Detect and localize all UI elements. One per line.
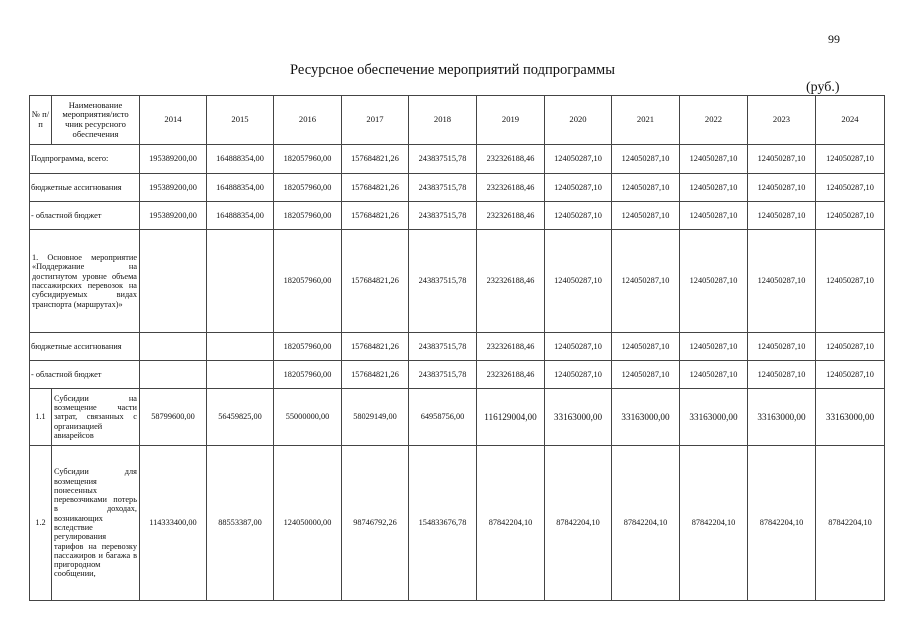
row-value: 243837515,78	[409, 230, 477, 333]
row-value: 56459825,00	[207, 389, 274, 446]
row-value: 182057960,00	[274, 202, 342, 230]
row-value: 124050287,10	[748, 145, 816, 174]
row-value: 243837515,78	[409, 333, 477, 361]
row-value: 182057960,00	[274, 145, 342, 174]
header-year: 2022	[680, 96, 748, 145]
row-value: 232326188,46	[477, 361, 545, 389]
row-value: 114333400,00	[140, 446, 207, 601]
header-year: 2021	[612, 96, 680, 145]
row-value: 124050287,10	[612, 174, 680, 202]
row-value: 87842204,10	[680, 446, 748, 601]
row-value: 33163000,00	[680, 389, 748, 446]
table-row	[30, 145, 885, 174]
row-value: 164888354,00	[207, 174, 274, 202]
header-num: № п/п	[30, 96, 52, 145]
unit-label: (руб.)	[806, 80, 840, 95]
row-value: 58029149,00	[342, 389, 409, 446]
row-value: 124050287,10	[748, 361, 816, 389]
row-value: 124050287,10	[680, 333, 748, 361]
row-value: 98746792,26	[342, 446, 409, 601]
header-year: 2023	[748, 96, 816, 145]
table-row	[30, 333, 885, 361]
row-value: 124050287,10	[545, 174, 612, 202]
row-value: 116129004,00	[477, 389, 545, 446]
row-value: 154833676,78	[409, 446, 477, 601]
row-value	[140, 333, 207, 361]
header-year: 2014	[140, 96, 207, 145]
row-value: 64958756,00	[409, 389, 477, 446]
header-year: 2018	[409, 96, 477, 145]
row-value: 182057960,00	[274, 361, 342, 389]
header-year: 2024	[816, 96, 885, 145]
row-value: 124050287,10	[748, 230, 816, 333]
table-row	[30, 446, 885, 601]
header-row	[30, 96, 885, 145]
row-value: 243837515,78	[409, 174, 477, 202]
row-value: 33163000,00	[545, 389, 612, 446]
row-value: 157684821,26	[342, 361, 409, 389]
row-value: 243837515,78	[409, 202, 477, 230]
row-value: 87842204,10	[748, 446, 816, 601]
header-name: Наименование мероприятия/исто чник ресурсного обеспечения	[52, 96, 140, 145]
row-value: 124050287,10	[545, 202, 612, 230]
row-value: 232326188,46	[477, 333, 545, 361]
row-value: 124050287,10	[612, 333, 680, 361]
row-value: 124050287,10	[612, 202, 680, 230]
row-value: 33163000,00	[816, 389, 885, 446]
row-value: 124050287,10	[680, 174, 748, 202]
row-value: 124050287,10	[816, 145, 885, 174]
table-row	[30, 361, 885, 389]
header-year: 2017	[342, 96, 409, 145]
header-year: 2016	[274, 96, 342, 145]
row-value: 55000000,00	[274, 389, 342, 446]
table-row	[30, 230, 885, 333]
row-value	[140, 361, 207, 389]
row-value: 124050287,10	[816, 230, 885, 333]
row-value: 182057960,00	[274, 230, 342, 333]
row-value: 182057960,00	[274, 333, 342, 361]
row-value: 124050287,10	[816, 174, 885, 202]
row-name: бюджетные ассигнования	[30, 333, 140, 361]
row-value: 164888354,00	[207, 202, 274, 230]
row-value: 182057960,00	[274, 174, 342, 202]
row-value: 232326188,46	[477, 174, 545, 202]
row-value: 88553387,00	[207, 446, 274, 601]
row-value: 124050287,10	[545, 361, 612, 389]
row-value: 124050000,00	[274, 446, 342, 601]
header-year: 2019	[477, 96, 545, 145]
row-value: 124050287,10	[748, 202, 816, 230]
row-value: 87842204,10	[477, 446, 545, 601]
row-name: Субсидии на возмещение части затрат, связанных с организацией авиарейсов	[52, 389, 140, 446]
row-value: 124050287,10	[545, 145, 612, 174]
row-value: 124050287,10	[748, 333, 816, 361]
row-value: 232326188,46	[477, 145, 545, 174]
row-value: 195389200,00	[140, 145, 207, 174]
row-name: - областной бюджет	[30, 202, 140, 230]
row-value: 58799600,00	[140, 389, 207, 446]
row-value: 124050287,10	[816, 361, 885, 389]
row-value: 124050287,10	[680, 145, 748, 174]
row-value: 243837515,78	[409, 145, 477, 174]
row-value	[207, 333, 274, 361]
row-value: 232326188,46	[477, 230, 545, 333]
header-year: 2020	[545, 96, 612, 145]
row-value: 232326188,46	[477, 202, 545, 230]
row-value	[207, 361, 274, 389]
row-value: 124050287,10	[680, 361, 748, 389]
table-row	[30, 389, 885, 446]
table-row	[30, 174, 885, 202]
row-value: 124050287,10	[612, 145, 680, 174]
row-name: - областной бюджет	[30, 361, 140, 389]
row-value: 33163000,00	[612, 389, 680, 446]
page-number: 99	[828, 32, 840, 46]
row-value	[207, 230, 274, 333]
row-number: 1.1	[30, 389, 52, 446]
row-number: 1.2	[30, 446, 52, 601]
row-name: бюджетные ассигнования	[30, 174, 140, 202]
row-value: 157684821,26	[342, 174, 409, 202]
row-name: Подпрограмма, всего:	[30, 145, 140, 174]
header-year: 2015	[207, 96, 274, 145]
row-value: 124050287,10	[748, 174, 816, 202]
row-value: 124050287,10	[680, 202, 748, 230]
row-value: 157684821,26	[342, 333, 409, 361]
row-value: 33163000,00	[748, 389, 816, 446]
row-value: 124050287,10	[680, 230, 748, 333]
row-value: 195389200,00	[140, 202, 207, 230]
row-value: 164888354,00	[207, 145, 274, 174]
row-value: 124050287,10	[612, 361, 680, 389]
resource-table	[29, 95, 885, 601]
row-value: 124050287,10	[545, 230, 612, 333]
row-value	[140, 230, 207, 333]
table-row	[30, 202, 885, 230]
row-value: 195389200,00	[140, 174, 207, 202]
row-value: 124050287,10	[545, 333, 612, 361]
page-title: Ресурсное обеспечение мероприятий подпрограммы	[290, 62, 615, 78]
row-value: 124050287,10	[612, 230, 680, 333]
row-value: 124050287,10	[816, 333, 885, 361]
row-value: 87842204,10	[816, 446, 885, 601]
row-value: 157684821,26	[342, 202, 409, 230]
row-value: 243837515,78	[409, 361, 477, 389]
row-value: 157684821,26	[342, 230, 409, 333]
row-name: 1. Основное мероприятие «Поддержание на достигнутом уровне объема пассажирских перевозок на субсидируемых видах транспорта (маршрутах)»	[30, 230, 140, 333]
row-name: Субсидии для возмещения понесенных перевозчиками потерь в доходах, возникающих вследствие регулирования тарифов на перевозку пассажиров и багажа в пригородном сообщении,	[52, 446, 140, 601]
row-value: 124050287,10	[816, 202, 885, 230]
row-value: 87842204,10	[612, 446, 680, 601]
row-value: 157684821,26	[342, 145, 409, 174]
row-value: 87842204,10	[545, 446, 612, 601]
